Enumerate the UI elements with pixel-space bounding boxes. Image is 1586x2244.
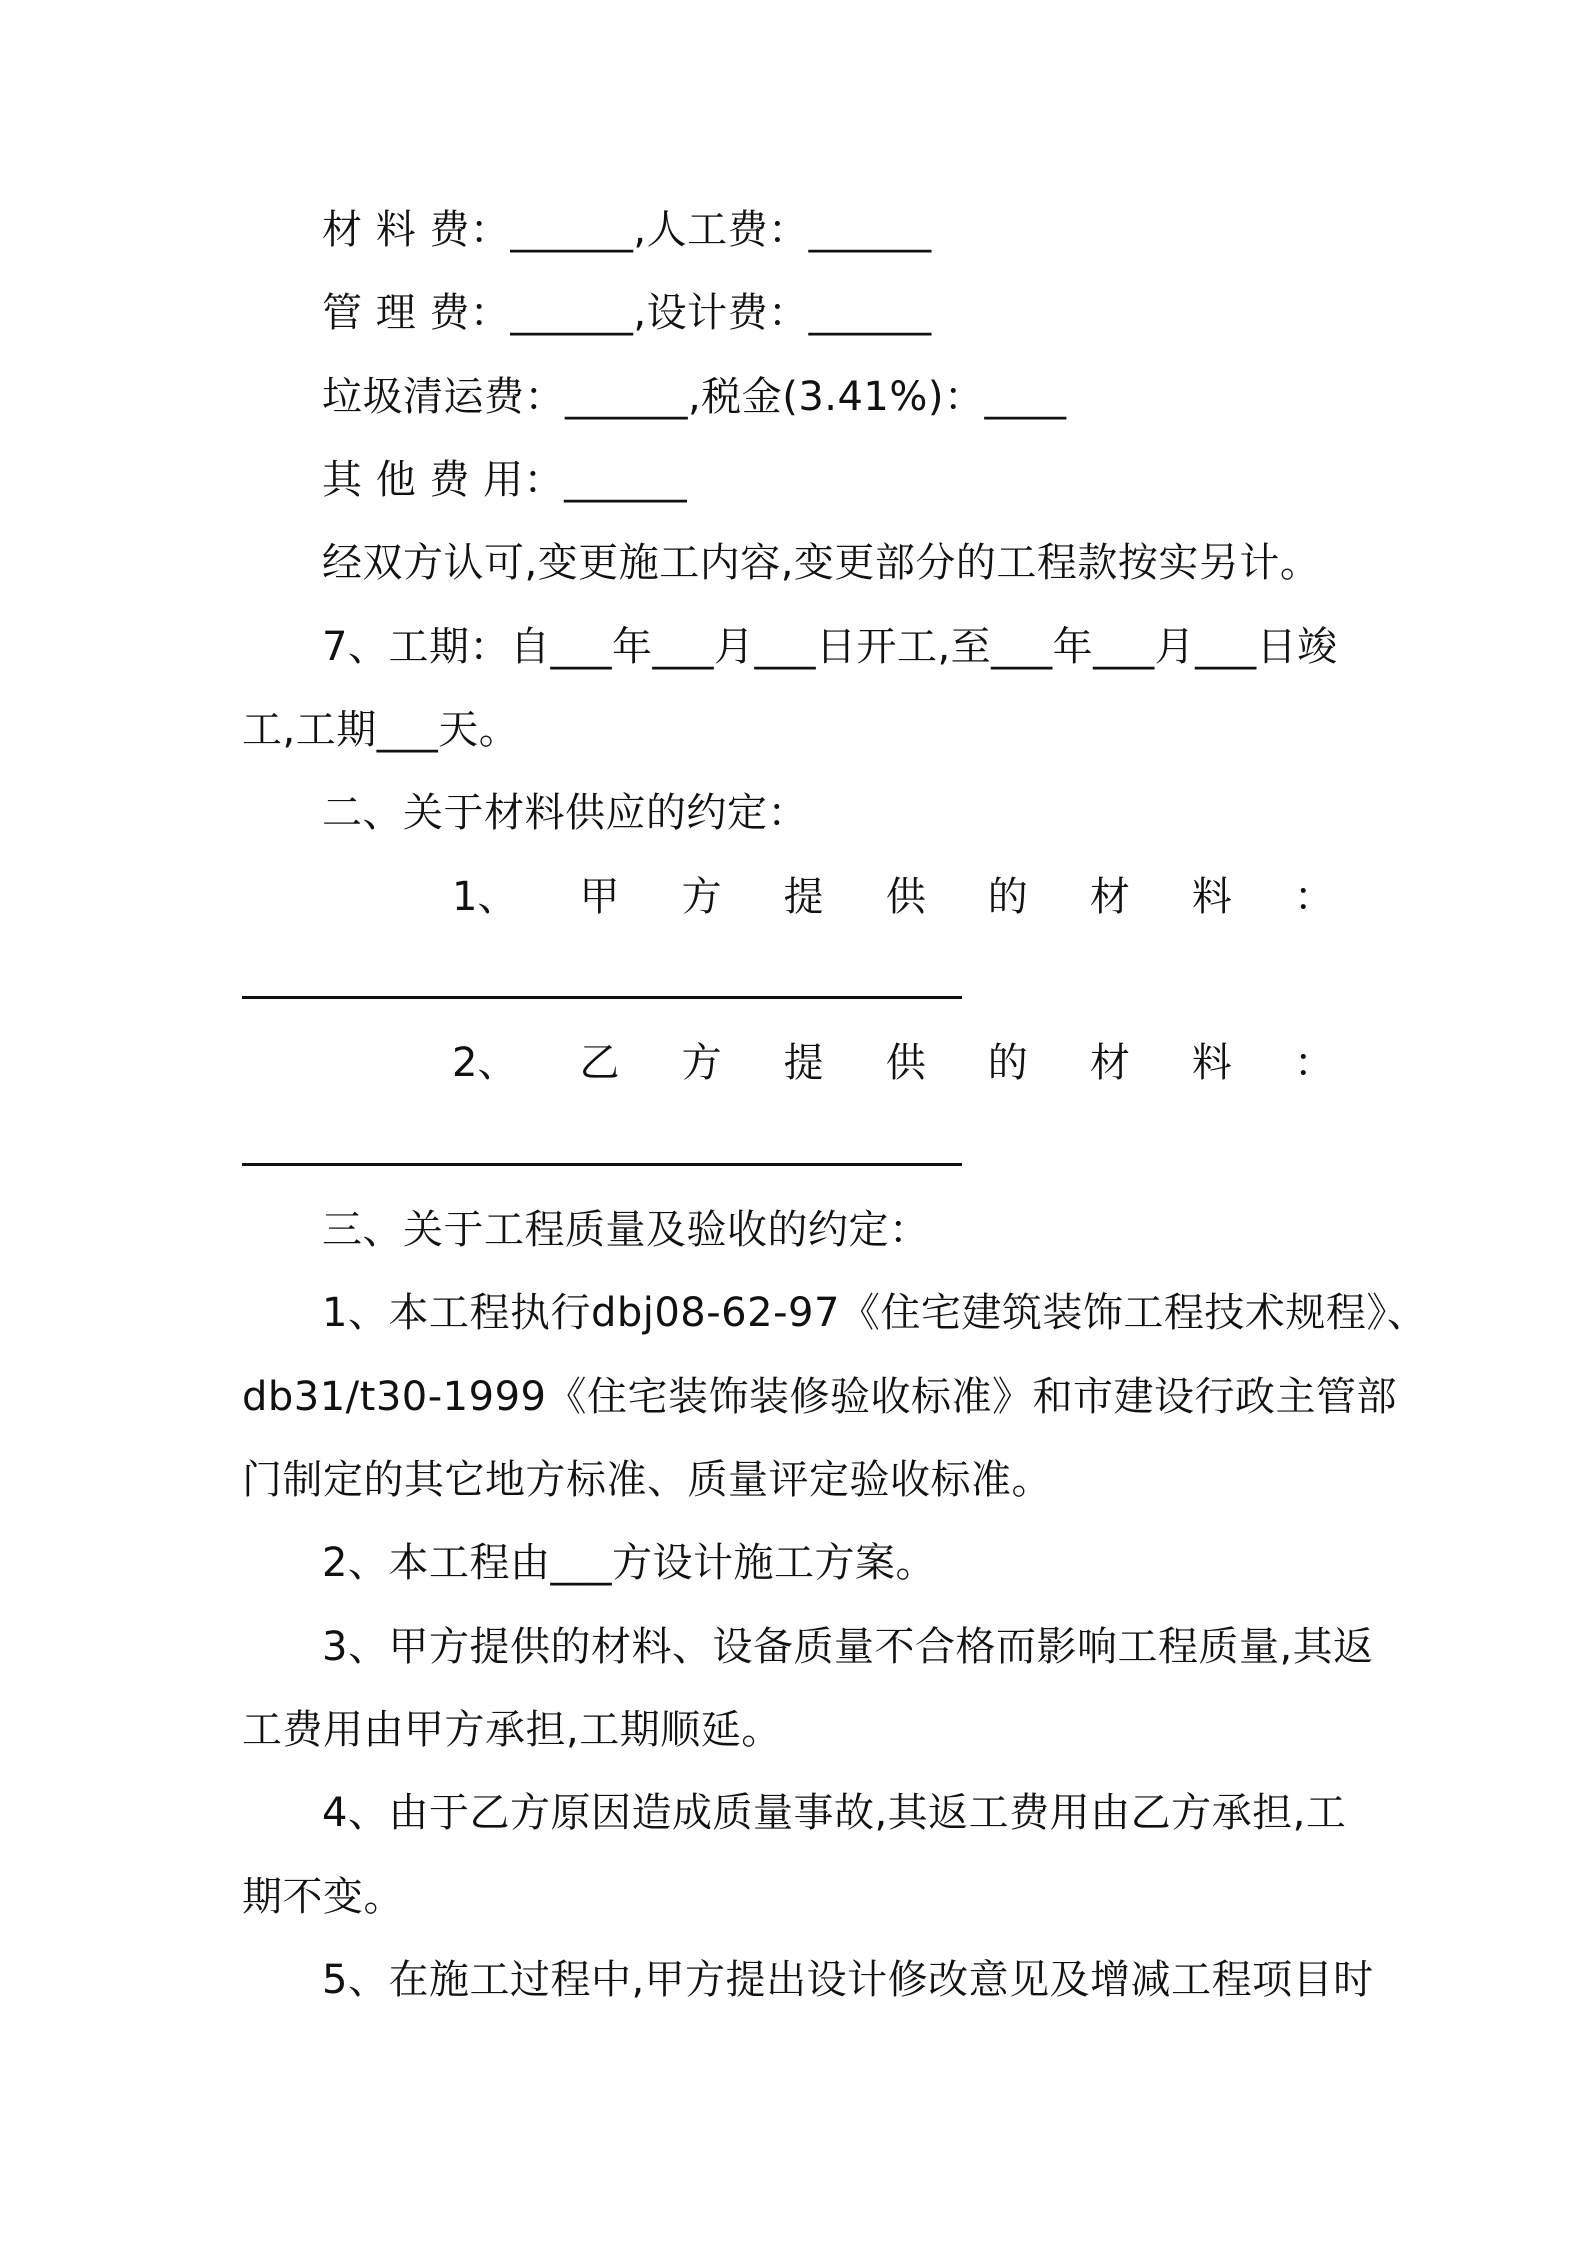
spread-char: 乙 <box>579 1040 620 1086</box>
quality-clause-5-line: 5、在施工过程中,甲方提出设计修改意见及增减工程项目时 <box>322 1957 1374 2003</box>
construction-period-continued-line: 工,工期___天。 <box>242 707 520 753</box>
spread-char: 供 <box>885 874 926 920</box>
other-fee-line: 其 他 费 用：______ <box>322 457 688 503</box>
section-two-heading: 二、关于材料供应的约定： <box>322 790 808 836</box>
section-three-heading: 三、关于工程质量及验收的约定： <box>322 1207 930 1253</box>
quality-clause-1-line: 1、本工程执行dbj08-62-97《住宅建筑装饰工程技术规程》、 <box>322 1290 1428 1336</box>
management-design-fee-line: 管 理 费：______,设计费：______ <box>322 290 932 336</box>
material-labor-fee-line: 材 料 费：______,人工费：______ <box>322 207 932 253</box>
change-clause-line: 经双方认可,变更施工内容,变更部分的工程款按实另计。 <box>322 540 1321 586</box>
quality-clause-1-continued-line: db31/t30-1999《住宅装饰装修验收标准》和市建设行政主管部 <box>242 1374 1397 1420</box>
spread-char: ： <box>1293 1040 1334 1086</box>
spread-char: 供 <box>885 1040 926 1086</box>
spread-char: 甲 <box>579 874 620 920</box>
spread-char: 提 <box>783 874 824 920</box>
quality-clause-2-line: 2、本工程由___方设计施工方案。 <box>322 1540 936 1586</box>
spread-char: 料 <box>1191 874 1232 920</box>
party-b-materials-blank-rule <box>242 1163 962 1166</box>
item-number: 1、 <box>452 874 518 920</box>
construction-period-line: 7、工期：自___年___月___日开工,至___年___月___日竣 <box>322 624 1338 670</box>
spread-char: 方 <box>681 1040 722 1086</box>
quality-clause-3-line: 3、甲方提供的材料、设备质量不合格而影响工程质量,其返 <box>322 1624 1374 1670</box>
quality-clause-1-end-line: 门制定的其它地方标准、质量评定验收标准。 <box>242 1457 1052 1503</box>
spread-char: 的 <box>987 1040 1028 1086</box>
quality-clause-4-continued-line: 期不变。 <box>242 1874 404 1920</box>
party-a-materials-blank-rule <box>242 996 962 999</box>
spread-char: ： <box>1293 874 1334 920</box>
spread-char: 料 <box>1191 1040 1232 1086</box>
quality-clause-3-continued-line: 工费用由甲方承担,工期顺延。 <box>242 1707 782 1753</box>
quality-clause-4-line: 4、由于乙方原因造成质量事故,其返工费用由乙方承担,工 <box>322 1790 1347 1836</box>
spread-char: 方 <box>681 874 722 920</box>
party-b-materials-line <box>452 1038 1334 1088</box>
party-a-materials-line <box>452 872 1334 922</box>
item-number: 2、 <box>452 1040 518 1086</box>
spread-char: 的 <box>987 874 1028 920</box>
spread-char: 材 <box>1089 874 1130 920</box>
spread-char: 材 <box>1089 1040 1130 1086</box>
spread-char: 提 <box>783 1040 824 1086</box>
garbage-tax-fee-line: 垃圾清运费：______,税金(3.41%)：____ <box>322 374 1067 420</box>
